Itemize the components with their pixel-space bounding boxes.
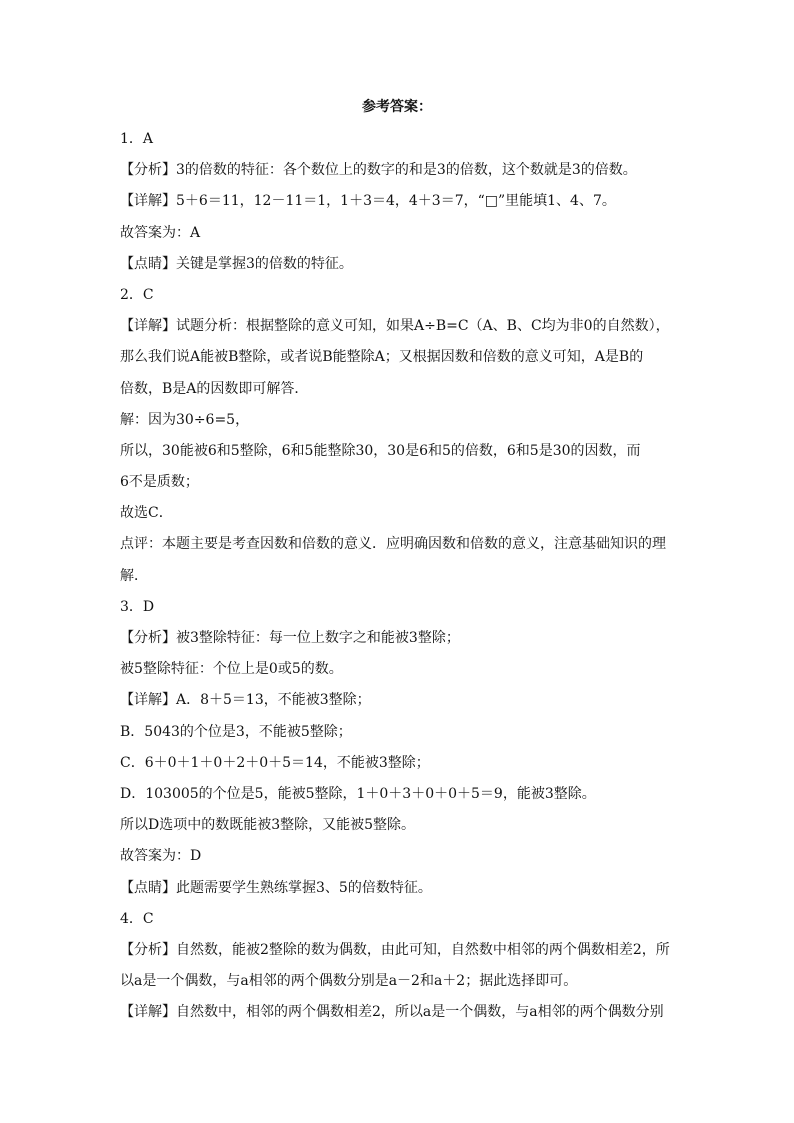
text-line: 点评：本题主要是考查因数和倍数的意义．应明确因数和倍数的意义，注意基础知识的理 xyxy=(120,536,666,553)
text-line: 故答案为：D xyxy=(120,848,202,865)
text-line: 那么我们说A能被B整除，或者说B能整除A；又根据因数和倍数的意义可知，A是B的 xyxy=(120,349,644,366)
text-line: 故选C． xyxy=(120,505,173,522)
text-line: 解． xyxy=(120,567,148,584)
text-line: 解：因为30÷6=5， xyxy=(120,411,250,428)
text-line: 故答案为：A xyxy=(120,224,201,241)
text-line: 【详解】5＋6＝11，12－11＝1，1＋3＝4，4＋3＝7，“□”里能填1、4、7。 xyxy=(120,193,616,210)
text-line: 【详解】A．8＋5＝13，不能被3整除； xyxy=(120,692,371,709)
text-line: 【分析】3的倍数的特征：各个数位上的数字的和是3的倍数，这个数就是3的倍数。 xyxy=(120,162,637,179)
text-line: 【点睛】此题需要学生熟练掌握3、5的倍数特征。 xyxy=(120,879,432,896)
text-line: 【详解】试题分析：根据整除的意义可知，如果A÷B=C（A、B、C均为非0的自然数）， xyxy=(120,318,670,335)
text-line: 所以D选项中的数既能被3整除，又能被5整除。 xyxy=(120,817,416,834)
text-line: C．6＋0＋1＋0＋2＋0＋5＝14，不能被3整除； xyxy=(120,754,430,771)
text-line: D．103005的个位是5，能被5整除，1＋0＋3＋0＋0＋5＝9，能被3整除。 xyxy=(120,785,596,802)
text-line: B．5043的个位是3，不能被5整除； xyxy=(120,723,352,740)
text-line: 1．A xyxy=(120,131,154,147)
text-line: 以a是一个偶数，与a相邻的两个偶数分别是a－2和a＋2；据此选择即可。 xyxy=(120,973,578,990)
text-line: 【详解】自然数中，相邻的两个偶数相差2，所以a是一个偶数，与a相邻的两个偶数分别 xyxy=(120,1004,664,1021)
text-line: 【点睛】关键是掌握3的倍数的特征。 xyxy=(120,255,353,272)
text-line: 【分析】自然数，能被2整除的数为偶数，由此可知，自然数中相邻的两个偶数相差2，所 xyxy=(120,941,670,958)
text-line: 被5整除特征：个位上是0或5的数。 xyxy=(120,661,343,678)
page-title: 参考答案： xyxy=(362,99,432,115)
text-line: 3．D xyxy=(120,598,155,615)
text-line: 【分析】被3整除特征：每一位上数字之和能被3整除； xyxy=(120,630,460,646)
text-line: 所以，30能被6和5整除，6和5能整除30，30是6和5的倍数，6和5是30的因数，而 xyxy=(120,442,641,459)
answer-body xyxy=(120,124,680,1028)
text-line: 倍数，B是A的因数即可解答． xyxy=(120,380,309,397)
text-line: 2．C xyxy=(120,286,154,303)
text-line: 4．C xyxy=(120,910,154,927)
text-line: 6不是质数； xyxy=(120,474,199,491)
